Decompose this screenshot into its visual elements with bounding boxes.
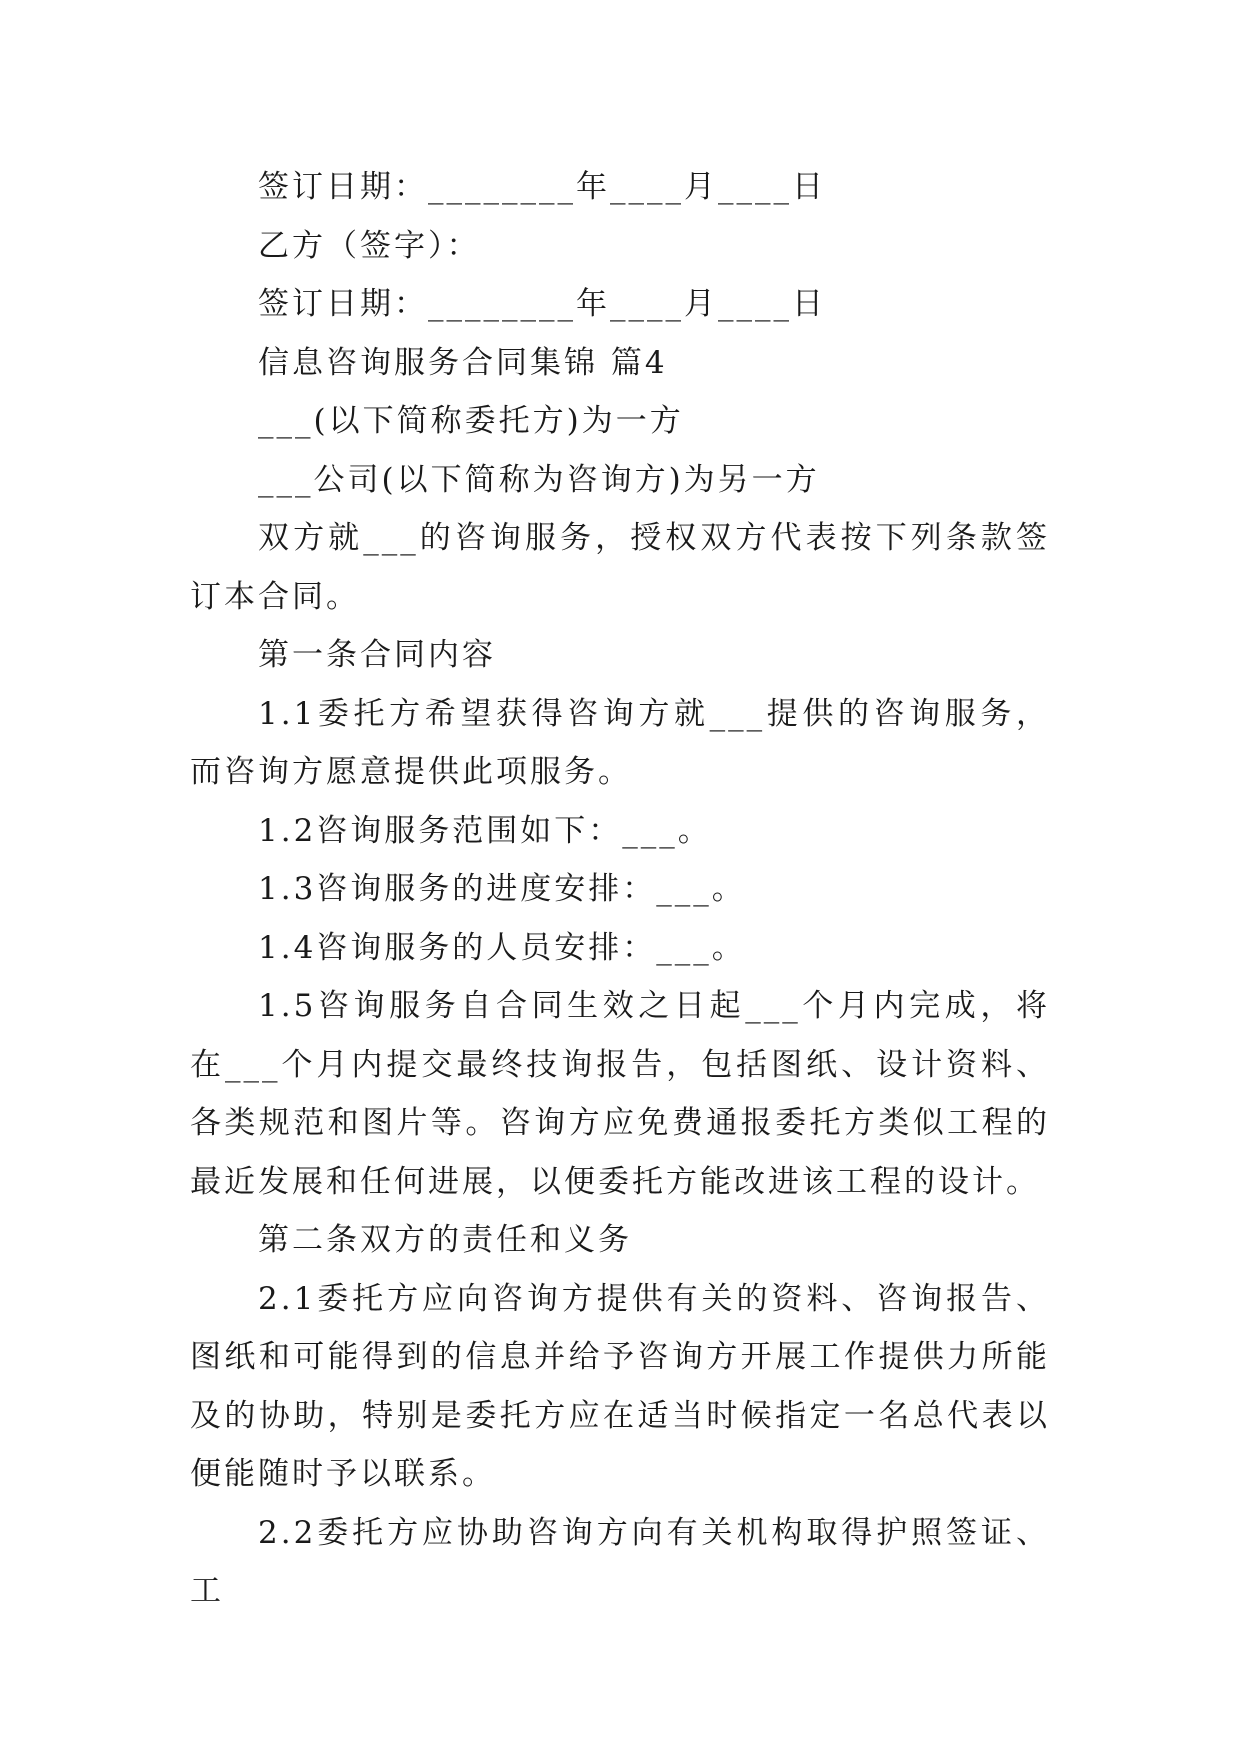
clause-paragraph: 1.4咨询服务的人员安排：___。 <box>258 929 746 966</box>
clause-paragraph: 2.2委托方应协助咨询方向有关机构取得护照签证、工 <box>190 1514 1050 1609</box>
clause-paragraph: 1.3咨询服务的进度安排：___。 <box>258 871 746 907</box>
sign-date-line: 签订日期：________年____月____日 <box>258 169 826 205</box>
party-clause: ___(以下简称委托方)为一方 <box>258 403 684 439</box>
clause-paragraph: 1.5咨询服务自合同生效之日起___个月内完成，将在___个月内提交最终技询报告，包括图纸、设计资料、各类规范和图片等。咨询方应免费通报委托方类似工程的最近发展和任何进展，以便委托方能改进该工程的设计。 <box>190 988 1050 1200</box>
sign-date-line: 签订日期：________年____月____日 <box>258 286 826 322</box>
clause-paragraph: 1.1委托方希望获得咨询方就___提供的咨询服务，而咨询方愿意提供此项服务。 <box>190 695 1050 790</box>
document-body <box>190 158 1050 1621</box>
section-heading: 信息咨询服务合同集锦 篇4 <box>258 344 668 381</box>
clause-paragraph: 2.1委托方应向咨询方提供有关的资料、咨询报告、图纸和可能得到的信息并给予咨询方开展工作提供力所能及的协助，特别是委托方应在适当时候指定一名总代表以便能随时予以联系。 <box>190 1280 1050 1492</box>
body-paragraph: 双方就___的咨询服务，授权双方代表按下列条款签订本合同。 <box>190 520 1050 615</box>
clause-paragraph: 1.2咨询服务范围如下：___。 <box>258 812 712 849</box>
article-heading: 第二条双方的责任和义务 <box>258 1222 632 1258</box>
party-b-signature-line: 乙方（签字）： <box>258 227 481 264</box>
party-clause: ___公司(以下简称为咨询方)为另一方 <box>258 461 820 498</box>
article-heading: 第一条合同内容 <box>258 637 496 673</box>
